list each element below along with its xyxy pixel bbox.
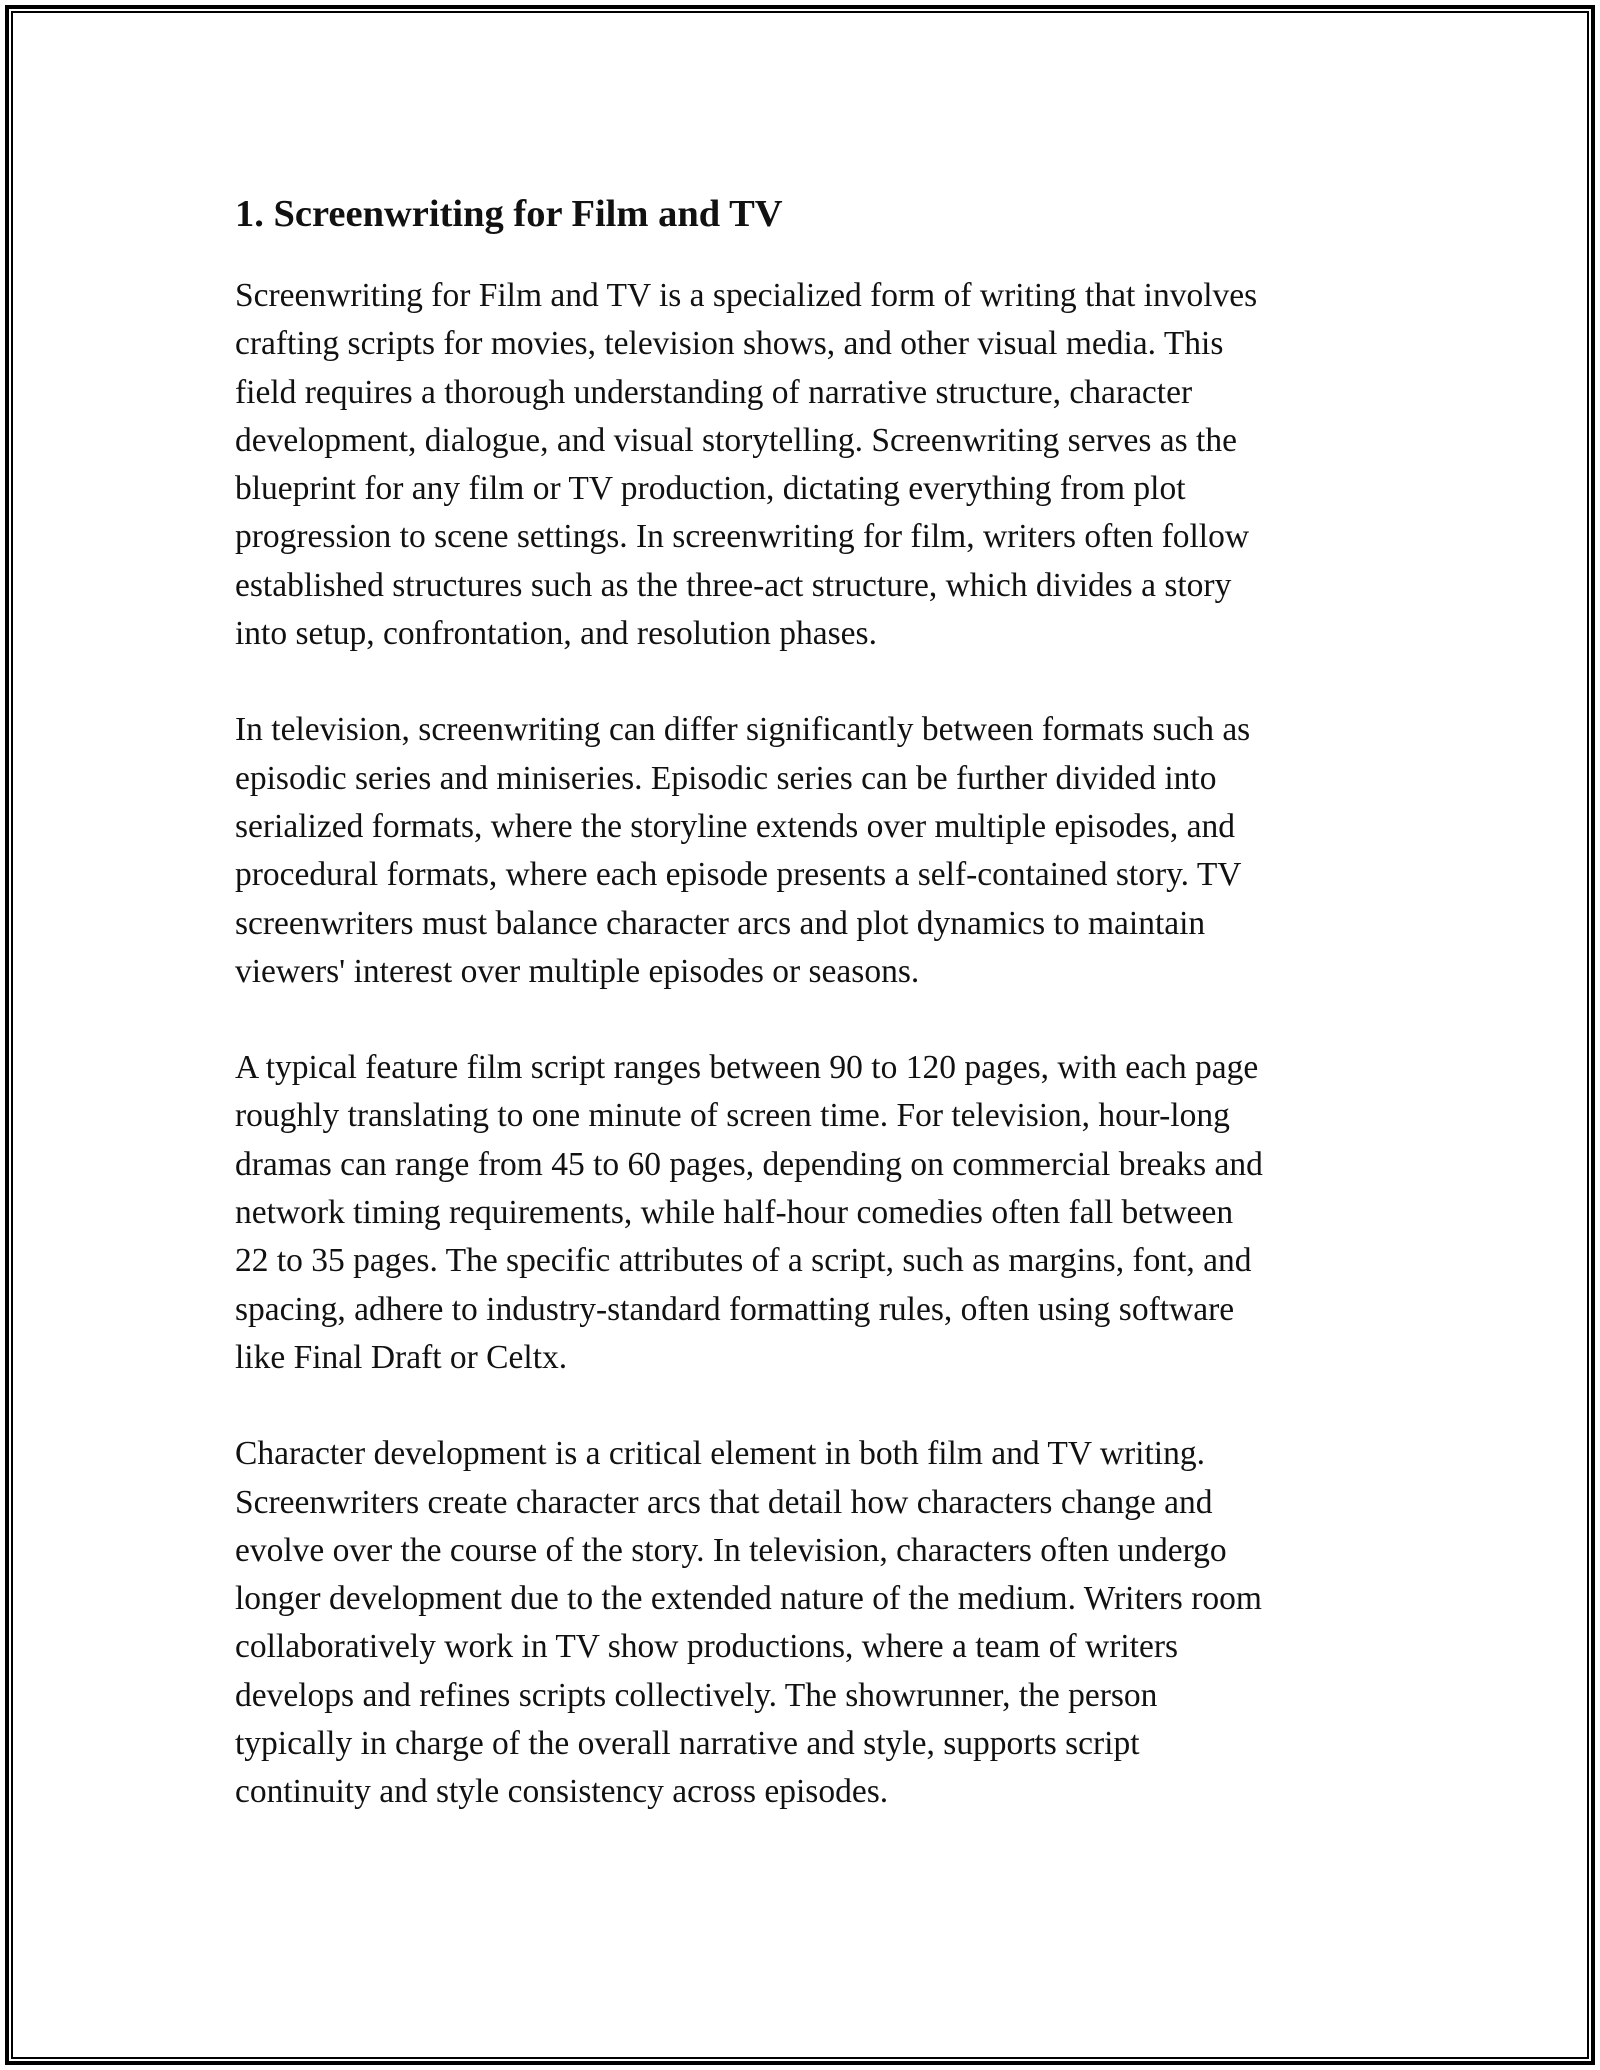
text-line: 22 to 35 pages. The specific attributes of a script, such as margins, font, and (235, 1242, 1252, 1280)
paragraph-intro (235, 272, 1375, 658)
section-heading: 1. Screenwriting for Film and TV (235, 193, 783, 235)
text-line: typically in charge of the overall narrative and style, supports script (235, 1725, 1140, 1763)
text-line: dramas can range from 45 to 60 pages, depending on commercial breaks and (235, 1145, 1263, 1183)
text-line: blueprint for any film or TV production, dictating everything from plot (235, 470, 1186, 508)
paragraph-television (235, 706, 1375, 996)
text-line: collaboratively work in TV show productions, where a team of writers (235, 1628, 1179, 1666)
text-line: episodic series and miniseries. Episodic series can be further divided into (235, 759, 1217, 797)
text-line: develops and refines scripts collectively. The showrunner, the person (235, 1676, 1158, 1714)
text-line: longer development due to the extended nature of the medium. Writers room (235, 1580, 1262, 1618)
text-line: like Final Draft or Celtx. (235, 1338, 568, 1376)
text-line: A typical feature film script ranges between 90 to 120 pages, with each page (235, 1049, 1259, 1087)
text-line: evolve over the course of the story. In television, characters often undergo (235, 1531, 1227, 1569)
text-line: screenwriters must balance character arcs and plot dynamics to maintain (235, 904, 1206, 942)
text-line: development, dialogue, and visual storytelling. Screenwriting serves as the (235, 421, 1237, 459)
text-line: into setup, confrontation, and resolution phases. (235, 615, 877, 653)
text-line: Character development is a critical element in both film and TV writing. (235, 1435, 1205, 1473)
paragraph-character-development (235, 1430, 1375, 1816)
text-line: spacing, adhere to industry-standard formatting rules, often using software (235, 1290, 1235, 1328)
text-line: Screenwriters create character arcs that detail how characters change and (235, 1483, 1213, 1521)
text-line: roughly translating to one minute of screen time. For television, hour-long (235, 1097, 1230, 1135)
paragraph-script-length (235, 1044, 1375, 1382)
text-line: progression to scene settings. In screenwriting for film, writers often follow (235, 518, 1250, 556)
text-line: Screenwriting for Film and TV is a specialized form of writing that involves (235, 277, 1258, 314)
text-line: continuity and style consistency across episodes. (235, 1773, 889, 1811)
text-line: In television, screenwriting can differ significantly between formats such as (235, 711, 1251, 749)
text-line: crafting scripts for movies, television shows, and other visual media. This (235, 325, 1224, 363)
text-line: serialized formats, where the storyline extends over multiple episodes, and (235, 807, 1236, 845)
text-line: established structures such as the three-act structure, which divides a story (235, 566, 1232, 604)
document-body (235, 186, 1375, 1865)
text-line: viewers' interest over multiple episodes or seasons. (235, 952, 920, 990)
text-line: field requires a thorough understanding of narrative structure, character (235, 373, 1193, 411)
text-line: network timing requirements, while half-hour comedies often fall between (235, 1194, 1234, 1232)
text-line: procedural formats, where each episode presents a self-contained story. TV (235, 856, 1242, 894)
